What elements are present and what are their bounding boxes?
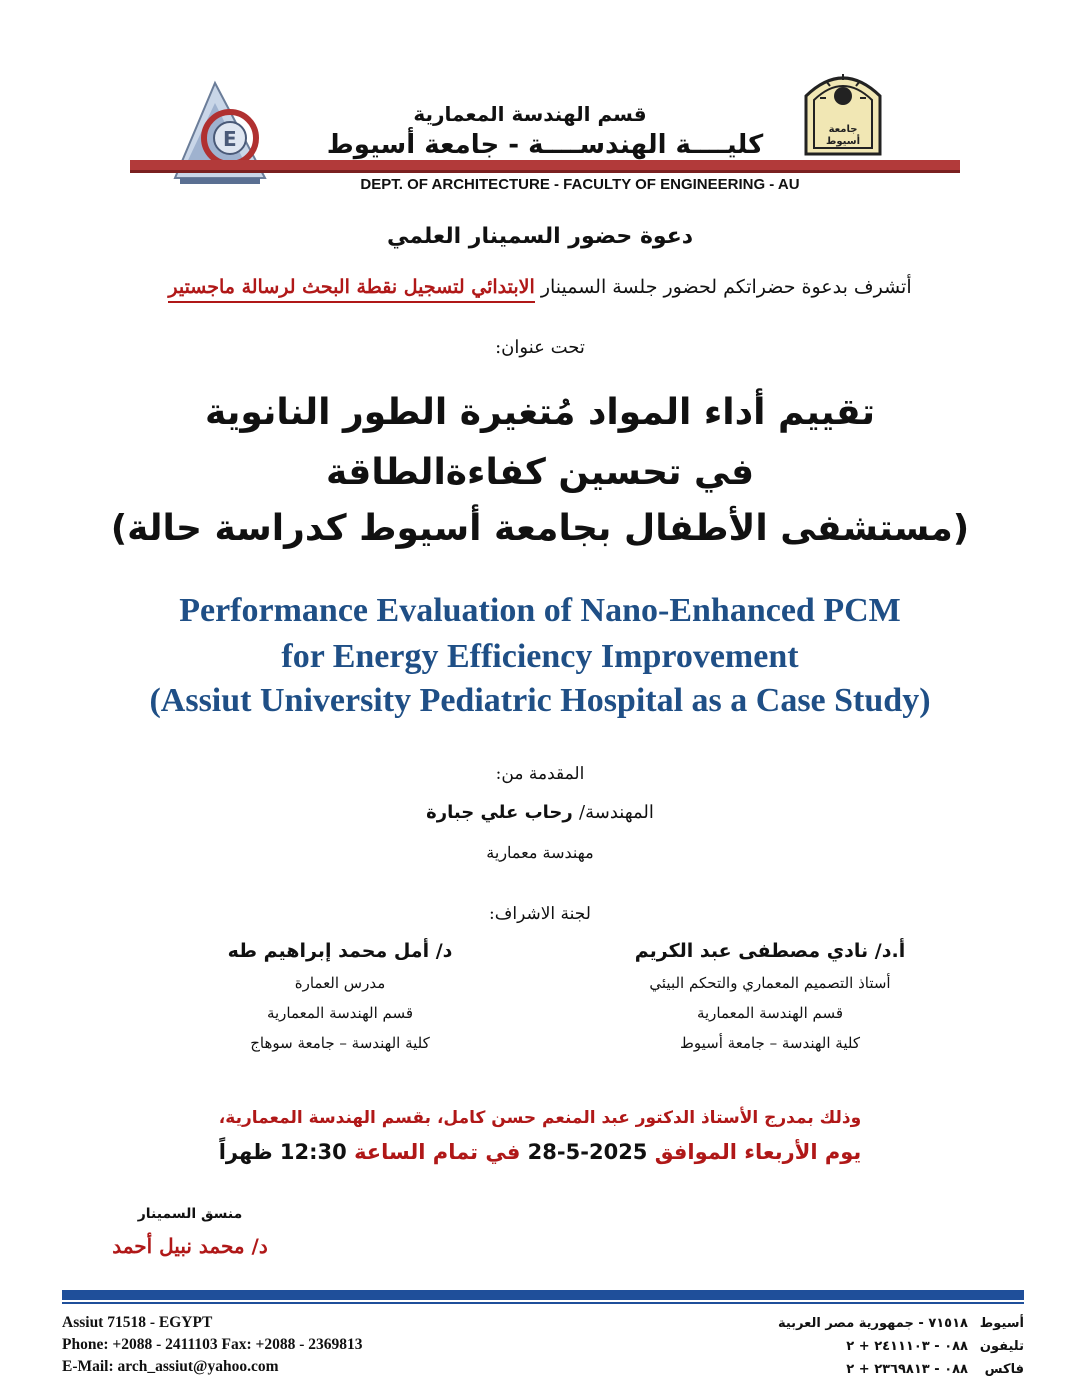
footer-ar-value: ٠٨٨ - ٢٤١١١٠٣ + ٢: [846, 1339, 968, 1354]
english-title-line-3: (Assiut University Pediatric Hospital as a Case Study): [149, 682, 931, 719]
svg-text:أسيوط: أسيوط: [826, 136, 860, 147]
invitation-line: [160, 276, 920, 298]
footer-phone-fax: Phone: +2088 - 2411103 Fax: +2088 - 2369813: [62, 1336, 363, 1353]
coordinator-label: منسق السمينار: [137, 1206, 243, 1222]
venue-at: في تمام الساعة: [346, 1140, 528, 1164]
svg-text:جامعة: جامعة: [828, 124, 858, 135]
venue-period: ظهراً: [218, 1140, 280, 1164]
supervisor-1: [590, 940, 950, 1058]
venue-time: 12:30: [279, 1140, 347, 1164]
presenter-name: رحاب علي جبارة: [426, 802, 580, 823]
letterhead: [0, 0, 1080, 200]
committee-label: لجنة الاشراف:: [489, 904, 591, 924]
supervisor-title: مدرس العمارة: [294, 974, 386, 992]
arabic-title-line-3: (مستشفى الأطفال بجامعة أسيوط كدراسة حالة): [110, 508, 970, 549]
dept-name-en: DEPT. OF ARCHITECTURE - FACULTY OF ENGINEERING - AU: [360, 176, 800, 193]
faculty-name-ar: كليــــة الهندســــة - جامعة أسيوط: [326, 130, 764, 160]
footer-address: Assiut 71518 - EGYPT: [62, 1314, 213, 1331]
header-divider-shadow: [130, 170, 960, 173]
venue-day: يوم الأربعاء الموافق: [647, 1140, 862, 1164]
footer-contact-ar: [600, 1312, 1024, 1381]
supervisor-name: أ.د/ نادي مصطفى عبد الكريم: [634, 940, 906, 962]
supervisor-2: [160, 940, 520, 1058]
arabic-title-line-2: في تحسين كفاءةالطاقة: [325, 452, 755, 493]
header-divider: [130, 160, 960, 170]
presenter-prefix: المهندسة/: [579, 802, 654, 823]
footer-contact-en: [62, 1312, 582, 1378]
supervisor-title: أستاذ التصميم المعماري والتحكم البيئي: [649, 974, 891, 992]
footer-ar-label: أسيوط: [979, 1316, 1024, 1331]
footer-email: E-Mail: arch_assiut@yahoo.com: [62, 1358, 279, 1375]
footer-ar-value: ٧١٥١٨ - جمهورية مصر العربية: [777, 1316, 968, 1331]
invitation-title: دعوة حضور السمينار العلمي: [386, 224, 694, 249]
invitation-line-text: أتشرف بدعوة حضراتكم لحضور جلسة السمينار: [534, 276, 912, 298]
presenter: [0, 802, 1080, 823]
english-title-line-2: for Energy Efficiency Improvement: [281, 638, 799, 675]
dept-name-ar: قسم الهندسة المعمارية: [413, 102, 647, 126]
supervisor-name: د/ أمل محمد إبراهيم طه: [227, 940, 453, 962]
invitation-highlight: الابتدائي لتسجيل نقطة البحث لرسالة ماجستير: [168, 276, 534, 303]
supervisor-faculty: كلية الهندسة – جامعة سوهاج: [250, 1034, 430, 1052]
presented-by-label: المقدمة من:: [495, 764, 585, 784]
under-title-label: تحت عنوان:: [495, 337, 585, 358]
coordinator-name: د/ محمد نبيل أحمد: [112, 1234, 268, 1258]
university-seal: [802, 66, 884, 158]
english-title-line-1: Performance Evaluation of Nano-Enhanced PCM: [179, 592, 901, 629]
footer-ar-label: تليفون: [979, 1339, 1024, 1354]
footer-divider-thin: [62, 1302, 1024, 1304]
venue-date: 2025-5-28: [527, 1140, 648, 1164]
venue-location: وذلك بمدرج الأستاذ الدكتور عبد المنعم حسن كامل، بقسم الهندسة المعمارية،: [218, 1108, 862, 1128]
supervisor-faculty: كلية الهندسة – جامعة أسيوط: [680, 1034, 860, 1052]
supervisor-dept: قسم الهندسة المعمارية: [266, 1004, 414, 1022]
footer-ar-value: ٠٨٨ - ٢٣٦٩٨١٣ + ٢: [846, 1362, 968, 1377]
venue-datetime: [0, 1140, 1080, 1164]
footer-ar-label: فاكس: [984, 1362, 1024, 1377]
svg-text:E: E: [223, 127, 237, 151]
arabic-title-line-1: تقييم أداء المواد مُتغيرة الطور النانوية: [204, 392, 876, 433]
presenter-role: مهندسة معمارية: [486, 843, 594, 862]
supervisor-dept: قسم الهندسة المعمارية: [696, 1004, 844, 1022]
footer-divider: [62, 1290, 1024, 1300]
